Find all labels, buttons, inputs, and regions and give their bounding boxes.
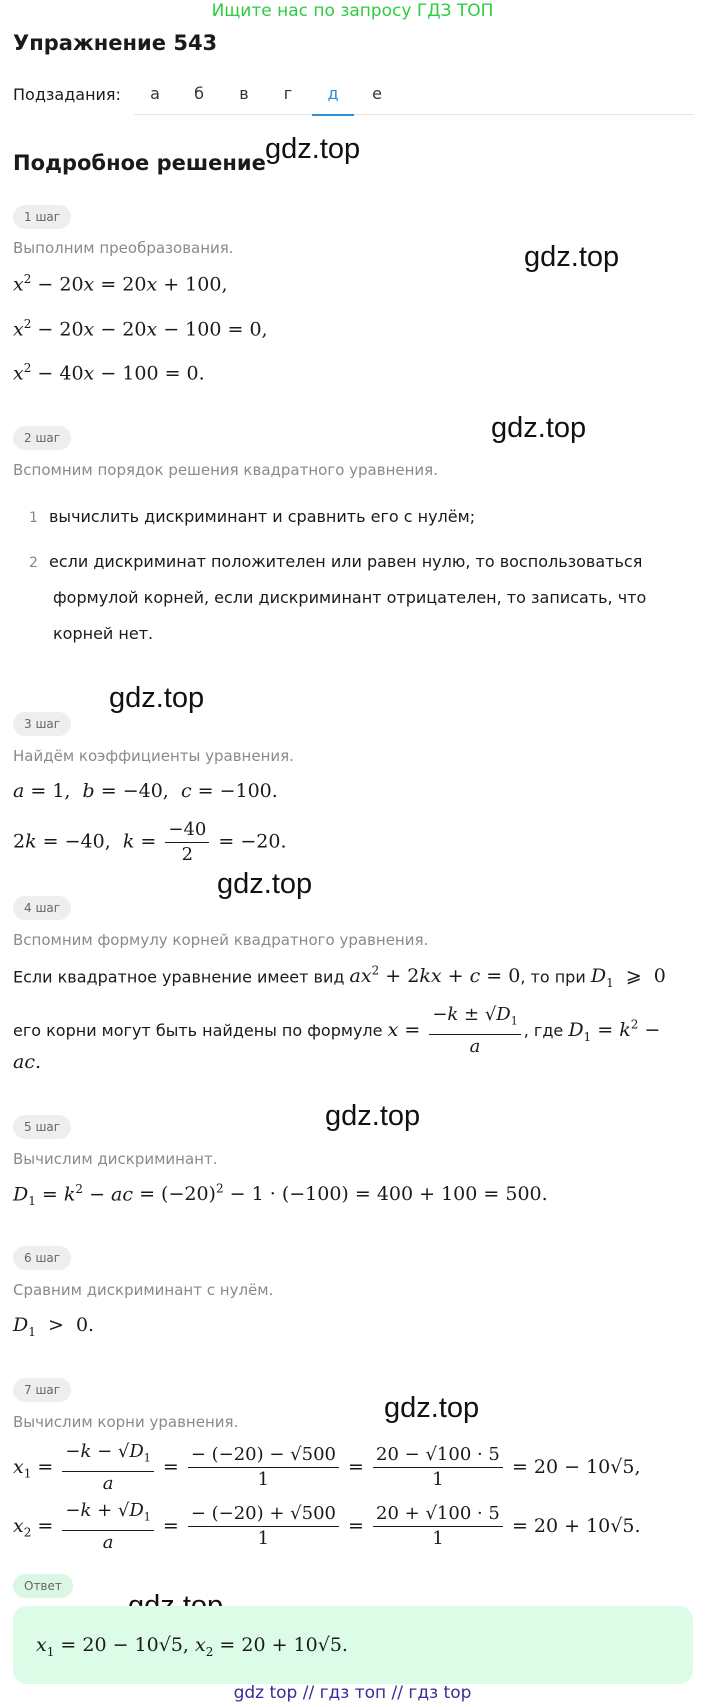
watermark: gdz.top: [217, 868, 313, 900]
list-item: если дискриминат положителен или равен нулю, то воспользоваться: [49, 552, 643, 571]
tab-g[interactable]: г: [283, 84, 293, 103]
step-3-text: Найдём коэффициенты уравнения.: [13, 747, 294, 765]
text: Если квадратное уравнение имеет вид: [13, 967, 345, 987]
tab-b[interactable]: б: [194, 84, 204, 103]
step-badge-7: 7 шаг: [13, 1378, 71, 1402]
tab-e[interactable]: е: [372, 84, 382, 103]
math-inline: $ax^2 + 2kx + c = 0$: [349, 964, 521, 988]
tab-a[interactable]: а: [150, 84, 160, 103]
math-inline: x = $\frac{-k \pm √D_1}{a}$: [388, 1019, 524, 1041]
step-badge-5: 5 шаг: [13, 1115, 71, 1139]
math-line: 2k = −40, k = $\frac{-40}{2}$ = −20.: [13, 819, 287, 865]
watermark: gdz.top: [384, 1392, 480, 1424]
subtasks-label: Подзадания:: [13, 85, 121, 104]
subtasks-tabs: [134, 78, 694, 115]
math-inline: $D_1$ ⩾ 0: [590, 965, 666, 991]
watermark: gdz.top: [109, 682, 205, 714]
step-5-text: Вычислим дискриминант.: [13, 1150, 218, 1168]
answer-badge: Ответ: [13, 1574, 73, 1598]
math-line: a = 1, b = −40, c = −100.: [13, 780, 278, 802]
step-badge-3: 3 шаг: [13, 712, 71, 736]
math-inline: $D_1 = k^2$ −: [568, 1017, 661, 1044]
step-7-text: Вычислим корни уравнения.: [13, 1413, 239, 1431]
math-line: $x^2 - 40x - 100 = 0$.: [13, 361, 205, 385]
watermark: gdz.top: [265, 133, 361, 165]
math-line: $x_2$ = $\frac{-k + √D_1}{a}$ = $\frac{- (-20) + √500}{1}$ = $\frac{20 + √100 \cdot 5}{1}$ = 20 + 10√5.: [13, 1500, 641, 1553]
math-line: $D_1 > 0$.: [13, 1314, 95, 1339]
math-line: $x^2 - 20x - 20x - 100 = 0$,: [13, 317, 268, 341]
math-line: ac.: [13, 1051, 42, 1073]
formula-text-line: [13, 964, 666, 990]
page-title: Упражнение 543: [13, 31, 218, 55]
footer-links[interactable]: gdz top // гдз топ // гдз top: [233, 1683, 472, 1703]
watermark: gdz.top: [491, 412, 587, 444]
solution-heading: Подробное решение: [13, 151, 266, 175]
step-badge-1: 1 шаг: [13, 205, 71, 229]
list-item-cont: формулой корней, если дискриминант отрицателен, то записать, что: [53, 588, 647, 607]
text: , то при: [520, 967, 586, 987]
step-2-text: Вспомним порядок решения квадратного уравнения.: [13, 461, 438, 479]
watermark: gdz.top: [524, 241, 620, 273]
step-badge-2: 2 шаг: [13, 426, 71, 450]
step-1-text: Выполним преобразования.: [13, 239, 234, 257]
list-number: 2: [29, 555, 38, 571]
math-line: $x_1$ = $\frac{-k - √D_1}{a}$ = $\frac{- (-20) - √500}{1}$ = $\frac{20 - √100 \cdot 5}{1}$ = 20 − 10√5,: [13, 1441, 641, 1494]
step-badge-6: 6 шаг: [13, 1246, 71, 1270]
step-4-text: Вспомним формулу корней квадратного уравнения.: [13, 931, 429, 949]
answer-math: $x_1 = 20 - 10√5$, $x_2 = 20 + 10√5$.: [36, 1634, 348, 1659]
math-line: $D_1 = k^2$ − ac = $(-20)^2 - 1 \cdot (-100) = 400 + 100 = 500$.: [13, 1182, 548, 1209]
step-badge-4: 4 шаг: [13, 896, 71, 920]
watermark: gdz.top: [325, 1100, 421, 1132]
list-item-cont: корней нет.: [53, 624, 154, 643]
text: , где: [523, 1020, 564, 1040]
step-6-text: Сравним дискриминант с нулём.: [13, 1281, 274, 1299]
tab-v[interactable]: в: [239, 84, 249, 103]
list-number: 1: [29, 510, 38, 526]
formula-text-line: [13, 1003, 660, 1059]
text: его корни могут быть найдены по формуле: [13, 1020, 383, 1040]
tab-d[interactable]: д: [312, 84, 354, 116]
promo-banner[interactable]: Ищите нас по запросу ГДЗ ТОП: [211, 1, 494, 21]
math-line: $x^2 - 20x = 20x + 100$,: [13, 272, 228, 296]
list-item: вычислить дискриминант и сравнить его с нулём;: [49, 507, 476, 526]
